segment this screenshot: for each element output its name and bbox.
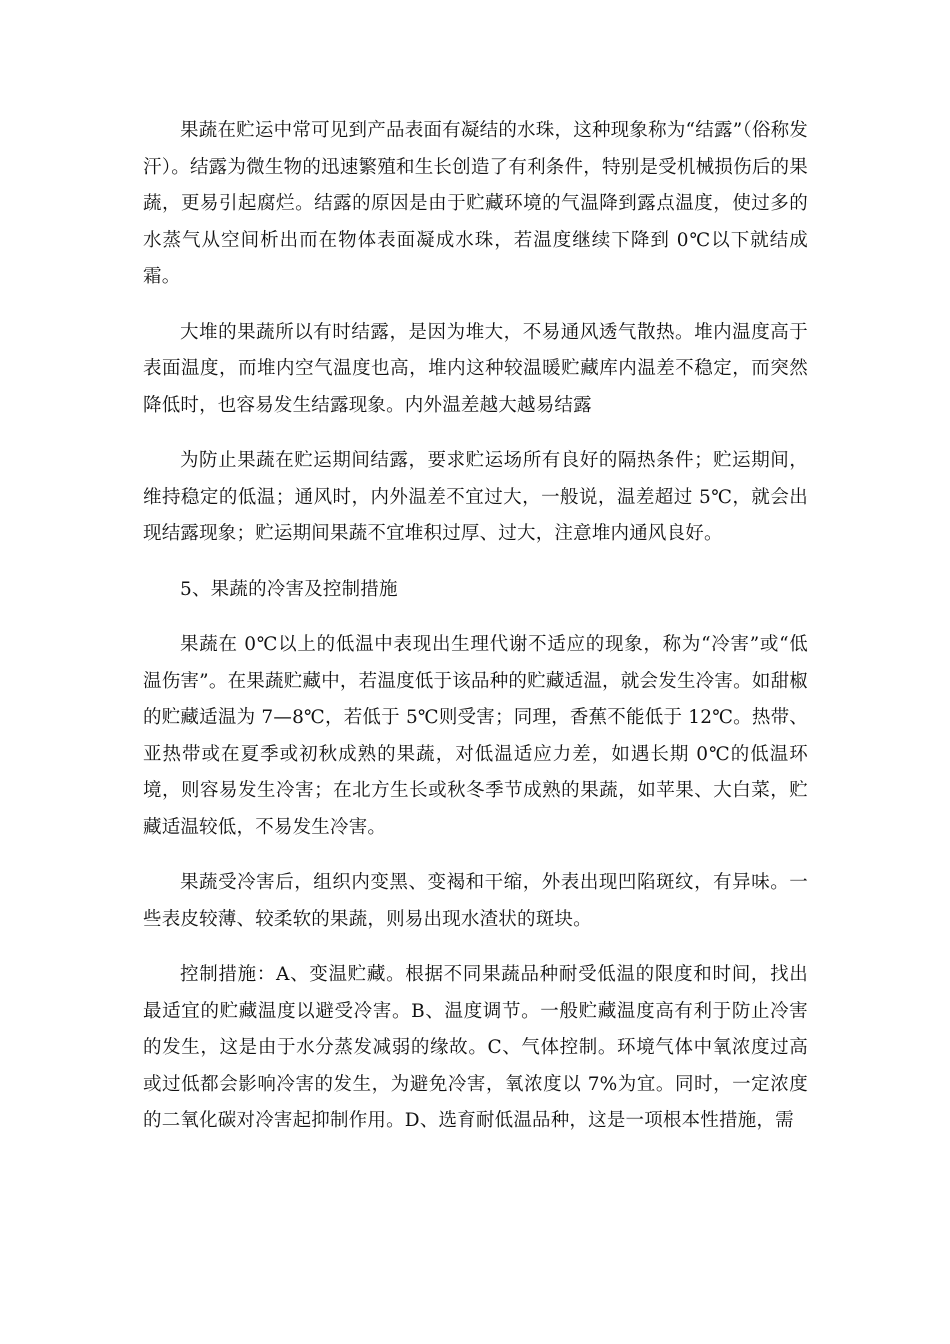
paragraph-pile-condensation: 大堆的果蔬所以有时结露，是因为堆大，不易通风透气散热。堆内温度高于表面温度，而堆内空气温度也高，堆内这种较温暖贮藏库内温差不稳定，而突然降低时，也容易发生结露现象。内外温差越大越易结露 bbox=[143, 321, 808, 416]
paragraph-control-measures: 控制措施：A、变温贮藏。根据不同果蔬品种耐受低温的限度和时间，找出最适宜的贮藏温度以避受冷害。B、温度调节。一般贮藏温度高有利于防止冷害的发生，这是由于水分蒸发减弱的缘故。C、气体控制。环境气体中氧浓度过高或过低都会影响冷害的发生，为避免冷害，氧浓度以 7%为宜。同时，一定浓度的二氧化碳对冷害起抑制作用。D、选育耐低温品种，这是一项根本性措施，需 bbox=[143, 964, 808, 1131]
document-body bbox=[143, 113, 808, 1140]
paragraph-spacer bbox=[143, 553, 808, 572]
paragraph-chilling-definition: 果蔬在 0℃以上的低温中表现出生理代谢不适应的现象，称为“冷害”或“低温伤害”。在果蔬贮藏中，若温度低于该品种的贮藏适温，就会发生冷害。如甜椒的贮藏适温为 7—8℃，若低于 5℃则受害；同理，香蕉不能低于 12℃。热带、亚热带或在夏季或初秋成熟的果蔬，对低温适应力差，如遇长期 0℃的低温环境，则容易发生冷害；在北方生长或秋冬季节成熟的果蔬，如苹果、大白菜，贮藏适温较低，不易发生冷害。 bbox=[143, 634, 808, 838]
section-heading-chilling-injury: 5、果蔬的冷害及控制措施 bbox=[180, 578, 398, 600]
paragraph-chilling-symptoms: 果蔬受冷害后，组织内变黑、变褐和干缩，外表出现凹陷斑纹，有异味。一些表皮较薄、较柔软的果蔬，则易出现水渣状的斑块。 bbox=[143, 872, 808, 930]
paragraph-spacer bbox=[143, 424, 808, 443]
paragraph-condensation-intro: 果蔬在贮运中常可见到产品表面有凝结的水珠，这种现象称为“结露”（俗称发汗）。结露为微生物的迅速繁殖和生长创造了有利条件，特别是受机械损伤后的果蔬，更易引起腐烂。结露的原因是由于贮藏环境的气温降到露点温度，使过多的水蒸气从空间析出而在物体表面凝成水珠，若温度继续下降到 0℃以下就结成霜。 bbox=[143, 120, 808, 287]
paragraph-prevention: 为防止果蔬在贮运期间结露，要求贮运场所有良好的隔热条件；贮运期间，维持稳定的低温；通风时，内外温差不宜过大，一般说，温差超过 5℃，就会出现结露现象；贮运期间果蔬不宜堆积过厚、过大，注意堆内通风良好。 bbox=[143, 450, 808, 544]
paragraph-spacer bbox=[143, 296, 808, 315]
paragraph-spacer bbox=[143, 938, 808, 957]
paragraph-spacer bbox=[143, 608, 808, 627]
paragraph-spacer bbox=[143, 846, 808, 865]
